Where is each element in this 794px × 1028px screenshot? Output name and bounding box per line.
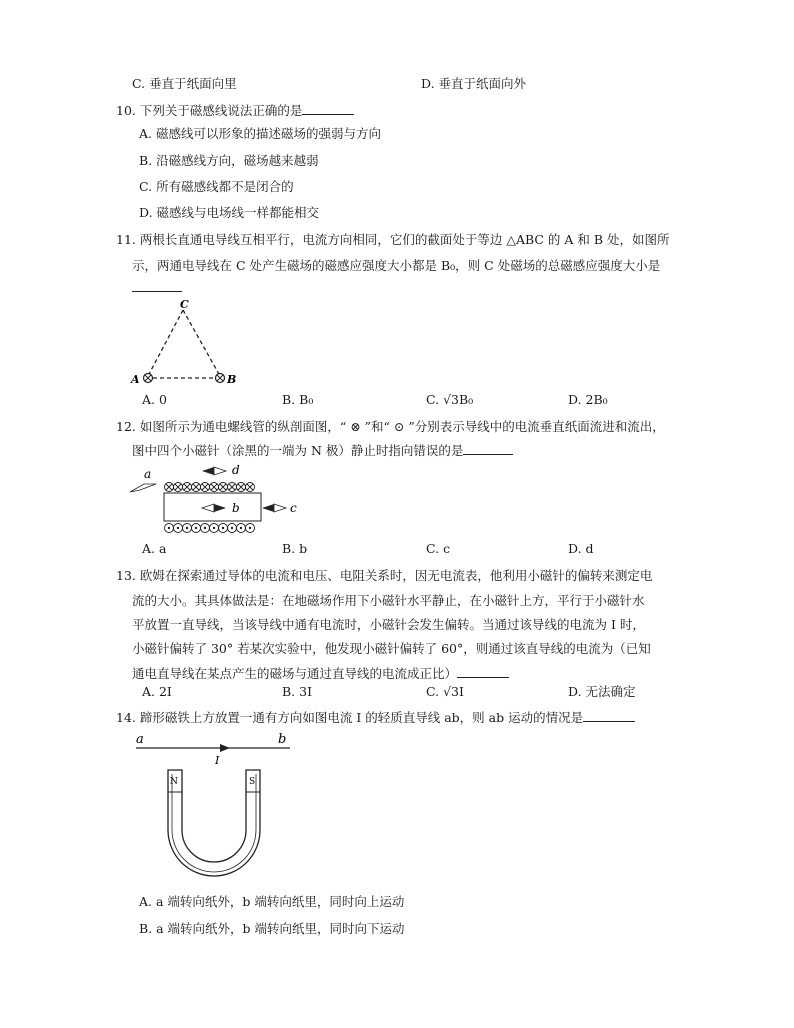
q13-stem-line1: 13. 欧姆在探索通过导体的电流和电压、电阻关系时，因无电流表，他利用小磁针的偏转来测定电 bbox=[116, 568, 653, 583]
q11-option-d: D. 2B₀ bbox=[568, 392, 608, 407]
q12-option-a: A. a bbox=[142, 541, 167, 556]
q11-option-a: A. 0 bbox=[142, 392, 167, 407]
magnet-body bbox=[168, 770, 260, 876]
label-d: d bbox=[232, 463, 240, 477]
triangle-side-bc bbox=[183, 310, 220, 376]
compass-needle-a bbox=[130, 484, 156, 492]
answer-blank[interactable] bbox=[457, 664, 509, 678]
label-a: A bbox=[131, 373, 140, 386]
q14-stem: 14. 蹄形磁铁上方放置一通有方向如图电流 I 的轻质直导线 ab，则 ab 运动的情况是 bbox=[116, 708, 635, 727]
q9-option-c: C. 垂直于纸面向里 bbox=[132, 76, 237, 91]
label-c: C bbox=[180, 298, 189, 311]
label-b: b bbox=[232, 501, 240, 515]
answer-blank[interactable] bbox=[583, 708, 635, 722]
q10-stem: 10. 下列关于磁感线说法正确的是 bbox=[116, 101, 354, 120]
q9-option-d: D. 垂直于纸面向外 bbox=[421, 76, 527, 91]
q11-stem-line2: 示，两通电导线在 C 处产生磁场的磁感应强度大小都是 B₀，则 C 处磁场的总磁感应强度大小是 bbox=[132, 258, 661, 273]
answer-blank[interactable] bbox=[463, 441, 513, 455]
q12-stem-line1: 12. 如图所示为通电螺线管的纵剖面图，“ ⊗ ”和“ ⊙ ”分别表示导线中的电流垂直纸面流进和流出， bbox=[116, 419, 665, 434]
q10-option-a: A. 磁感线可以形象的描述磁场的强弱与方向 bbox=[139, 126, 381, 141]
solenoid-figure bbox=[128, 462, 308, 538]
label-south-pole: S bbox=[249, 777, 256, 787]
triangle-figure bbox=[128, 296, 243, 388]
label-b: B bbox=[227, 373, 237, 386]
q13-option-c: C. √3I bbox=[426, 684, 464, 699]
q13-option-a: A. 2I bbox=[142, 684, 172, 699]
q10-option-d: D. 磁感线与电场线一样都能相交 bbox=[139, 205, 320, 220]
wire-row-top-into-page bbox=[165, 483, 255, 492]
q12-option-d: D. d bbox=[568, 541, 594, 556]
label-north-pole: N bbox=[170, 777, 178, 787]
q14-option-b: B. a 端转向纸外，b 端转向纸里，同时向下运动 bbox=[139, 921, 405, 936]
label-c: c bbox=[290, 501, 297, 515]
q13-stem-line5: 通电直导线在某点产生的磁场与通过直导线的电流成正比） bbox=[132, 664, 509, 683]
q13-stem-line3: 平放置一直导线，当该导线中通有电流时，小磁针会发生偏转。当通过该导线的电流为 I 时， bbox=[132, 617, 645, 632]
current-into-page-icon-a bbox=[144, 374, 153, 383]
compass-needle-d bbox=[202, 467, 226, 475]
q11-option-c: C. √3B₀ bbox=[426, 392, 474, 407]
q12-option-b: B. b bbox=[282, 541, 308, 556]
horseshoe-magnet-figure bbox=[128, 730, 300, 890]
label-a: a bbox=[136, 732, 144, 747]
q10-option-b: B. 沿磁感线方向，磁场越来越弱 bbox=[139, 153, 319, 168]
label-b: b bbox=[278, 732, 287, 747]
q10-option-c: C. 所有磁感线都不是闭合的 bbox=[139, 179, 294, 194]
q12-option-c: C. c bbox=[426, 541, 451, 556]
q13-stem-line2: 流的大小。其具体做法是：在地磁场作用下小磁针水平静止，在小磁针上方，平行于小磁针水 bbox=[132, 593, 645, 608]
answer-blank[interactable] bbox=[302, 101, 354, 115]
q12-stem-line2: 图中四个小磁针（涂黑的一端为 N 极）静止时指向错误的是 bbox=[132, 441, 513, 460]
label-a: a bbox=[144, 467, 152, 481]
q13-option-b: B. 3I bbox=[282, 684, 313, 699]
compass-needle-c bbox=[262, 504, 286, 512]
label-current-i: I bbox=[215, 754, 220, 767]
q13-option-d: D. 无法确定 bbox=[568, 684, 636, 699]
triangle-side-ac bbox=[148, 310, 183, 376]
q14-option-a: A. a 端转向纸外，b 端转向纸里，同时向上运动 bbox=[139, 894, 405, 909]
current-arrow-icon bbox=[220, 744, 230, 752]
answer-blank[interactable] bbox=[132, 291, 182, 292]
q11-stem-line1: 11. 两根长直通电导线互相平行，电流方向相同，它们的截面处于等边 △ABC 的 A 和 B 处，如图所 bbox=[116, 232, 670, 247]
q11-option-b: B. B₀ bbox=[282, 392, 314, 407]
current-into-page-icon-b bbox=[216, 374, 225, 383]
q13-stem-line4: 小磁针偏转了 30° 若某次实验中，他发现小磁针偏转了 60°，则通过该直导线的电流为（已知 bbox=[132, 641, 651, 656]
